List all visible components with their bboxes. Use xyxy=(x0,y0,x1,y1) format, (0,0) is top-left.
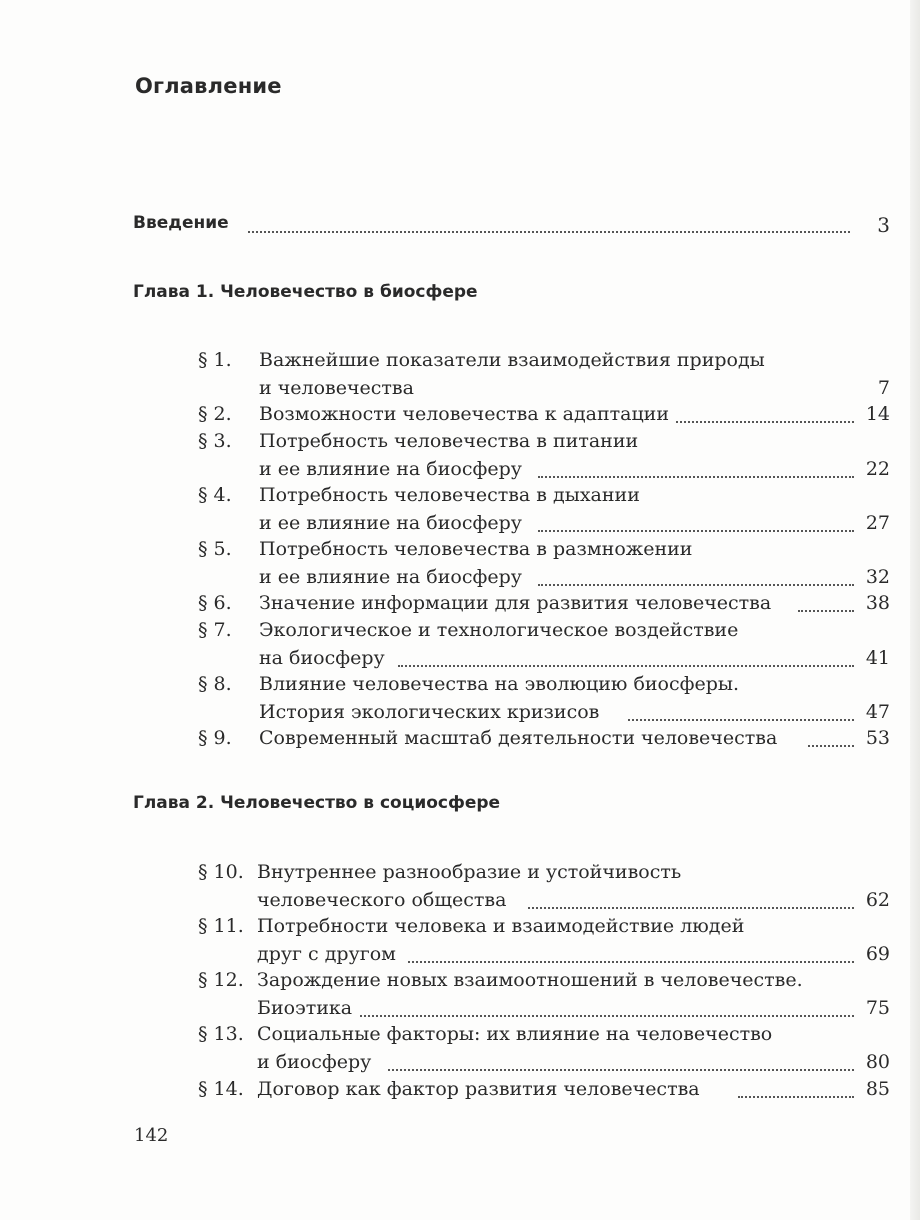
chapter-heading-1: Глава 1. Человечество в биосфере xyxy=(133,282,478,302)
section-number: § 1. xyxy=(198,349,232,371)
dot-leader xyxy=(538,476,854,478)
entry-label: Введение xyxy=(133,213,235,233)
section-title: Современный масштаб деятельности человечества xyxy=(259,727,783,749)
section-number: § 4. xyxy=(198,484,232,506)
page-title: Оглавление xyxy=(135,74,282,98)
section-title: Договор как фактор развития человечества xyxy=(257,1078,706,1100)
dot-leader xyxy=(248,231,850,233)
entry-page-number: 62 xyxy=(865,889,890,911)
section-title-line2: и ее влияние на биосферу xyxy=(259,458,528,480)
chapter-heading-2: Глава 2. Человечество в социосфере xyxy=(133,793,501,813)
section-title-line1: Потребности человека и взаимодействие людей xyxy=(257,915,745,937)
section-title: Возможности человечества к адаптации xyxy=(259,403,675,425)
page-number: 142 xyxy=(134,1125,169,1146)
section-title-line2: Биоэтика xyxy=(257,997,358,1019)
entry-page-number: 14 xyxy=(865,403,890,425)
entry-page-number: 80 xyxy=(865,1051,890,1073)
toc-entry-introduction xyxy=(133,213,890,241)
entry-page-number: 27 xyxy=(865,512,890,534)
section-number: § 12. xyxy=(198,969,244,991)
entry-page-number: 7 xyxy=(877,377,890,399)
section-title-line1: Влияние человечества на эволюцию биосферы. xyxy=(259,673,740,695)
entry-page-number: 22 xyxy=(865,458,890,480)
dot-leader xyxy=(528,907,854,909)
section-number: § 3. xyxy=(198,430,232,452)
entry-page-number: 69 xyxy=(865,943,890,965)
section-number: § 14. xyxy=(198,1078,244,1100)
section-number: § 8. xyxy=(198,673,232,695)
dot-leader xyxy=(798,610,854,612)
section-title-line2: человеческого общества xyxy=(257,889,512,911)
section-number: § 10. xyxy=(198,861,244,883)
section-title-line1: Потребность человечества в дыхании xyxy=(259,484,640,506)
section-title-line1: Внутреннее разнообразие и устойчивость xyxy=(257,861,682,883)
section-title-line2: на биосферу xyxy=(259,647,391,669)
dot-leader xyxy=(538,530,854,532)
dot-leader xyxy=(628,719,854,721)
section-title-line2: друг с другом xyxy=(257,943,402,965)
section-title-line1: Зарождение новых взаимоотношений в человечестве. xyxy=(257,969,803,991)
entry-page-number: 3 xyxy=(877,213,890,237)
section-title-line2: История экологических кризисов xyxy=(259,701,605,723)
entry-page-number: 47 xyxy=(865,701,890,723)
entry-page-number: 38 xyxy=(865,592,890,614)
section-number: § 2. xyxy=(198,403,232,425)
section-title-line1: Важнейшие показатели взаимодействия природы xyxy=(259,349,765,371)
section-number: § 6. xyxy=(198,592,232,614)
section-number: § 11. xyxy=(198,915,244,937)
entry-page-number: 32 xyxy=(865,566,890,588)
dot-leader xyxy=(343,1015,854,1017)
section-title-line2: и ее влияние на биосферу xyxy=(259,512,528,534)
section-number: § 13. xyxy=(198,1023,244,1045)
section-number: § 9. xyxy=(198,727,232,749)
dot-leader xyxy=(408,961,854,963)
entry-page-number: 53 xyxy=(865,727,890,749)
section-title-line2: и ее влияние на биосферу xyxy=(259,566,528,588)
entry-page-number: 41 xyxy=(865,647,890,669)
section-title-line1: Потребность человечества в размножении xyxy=(259,538,693,560)
section-number: § 7. xyxy=(198,619,232,641)
section-title-line1: Потребность человечества в питании xyxy=(259,430,639,452)
dot-leader xyxy=(738,1096,854,1098)
section-title: Значение информации для развития человечества xyxy=(259,592,777,614)
dot-leader xyxy=(538,584,854,586)
section-number: § 5. xyxy=(198,538,232,560)
section-title-line1: Экологическое и технологическое воздействие xyxy=(259,619,739,641)
section-title-line1: Социальные факторы: их влияние на человечество xyxy=(257,1023,773,1045)
dot-leader xyxy=(398,665,854,667)
section-title-line2: и биосферу xyxy=(257,1051,377,1073)
entry-page-number: 85 xyxy=(865,1078,890,1100)
section-title-line2: и человечества xyxy=(259,377,420,399)
page-edge xyxy=(910,0,920,1220)
dot-leader xyxy=(648,421,854,423)
dot-leader xyxy=(388,1069,854,1071)
dot-leader xyxy=(808,745,854,747)
entry-page-number: 75 xyxy=(865,997,890,1019)
